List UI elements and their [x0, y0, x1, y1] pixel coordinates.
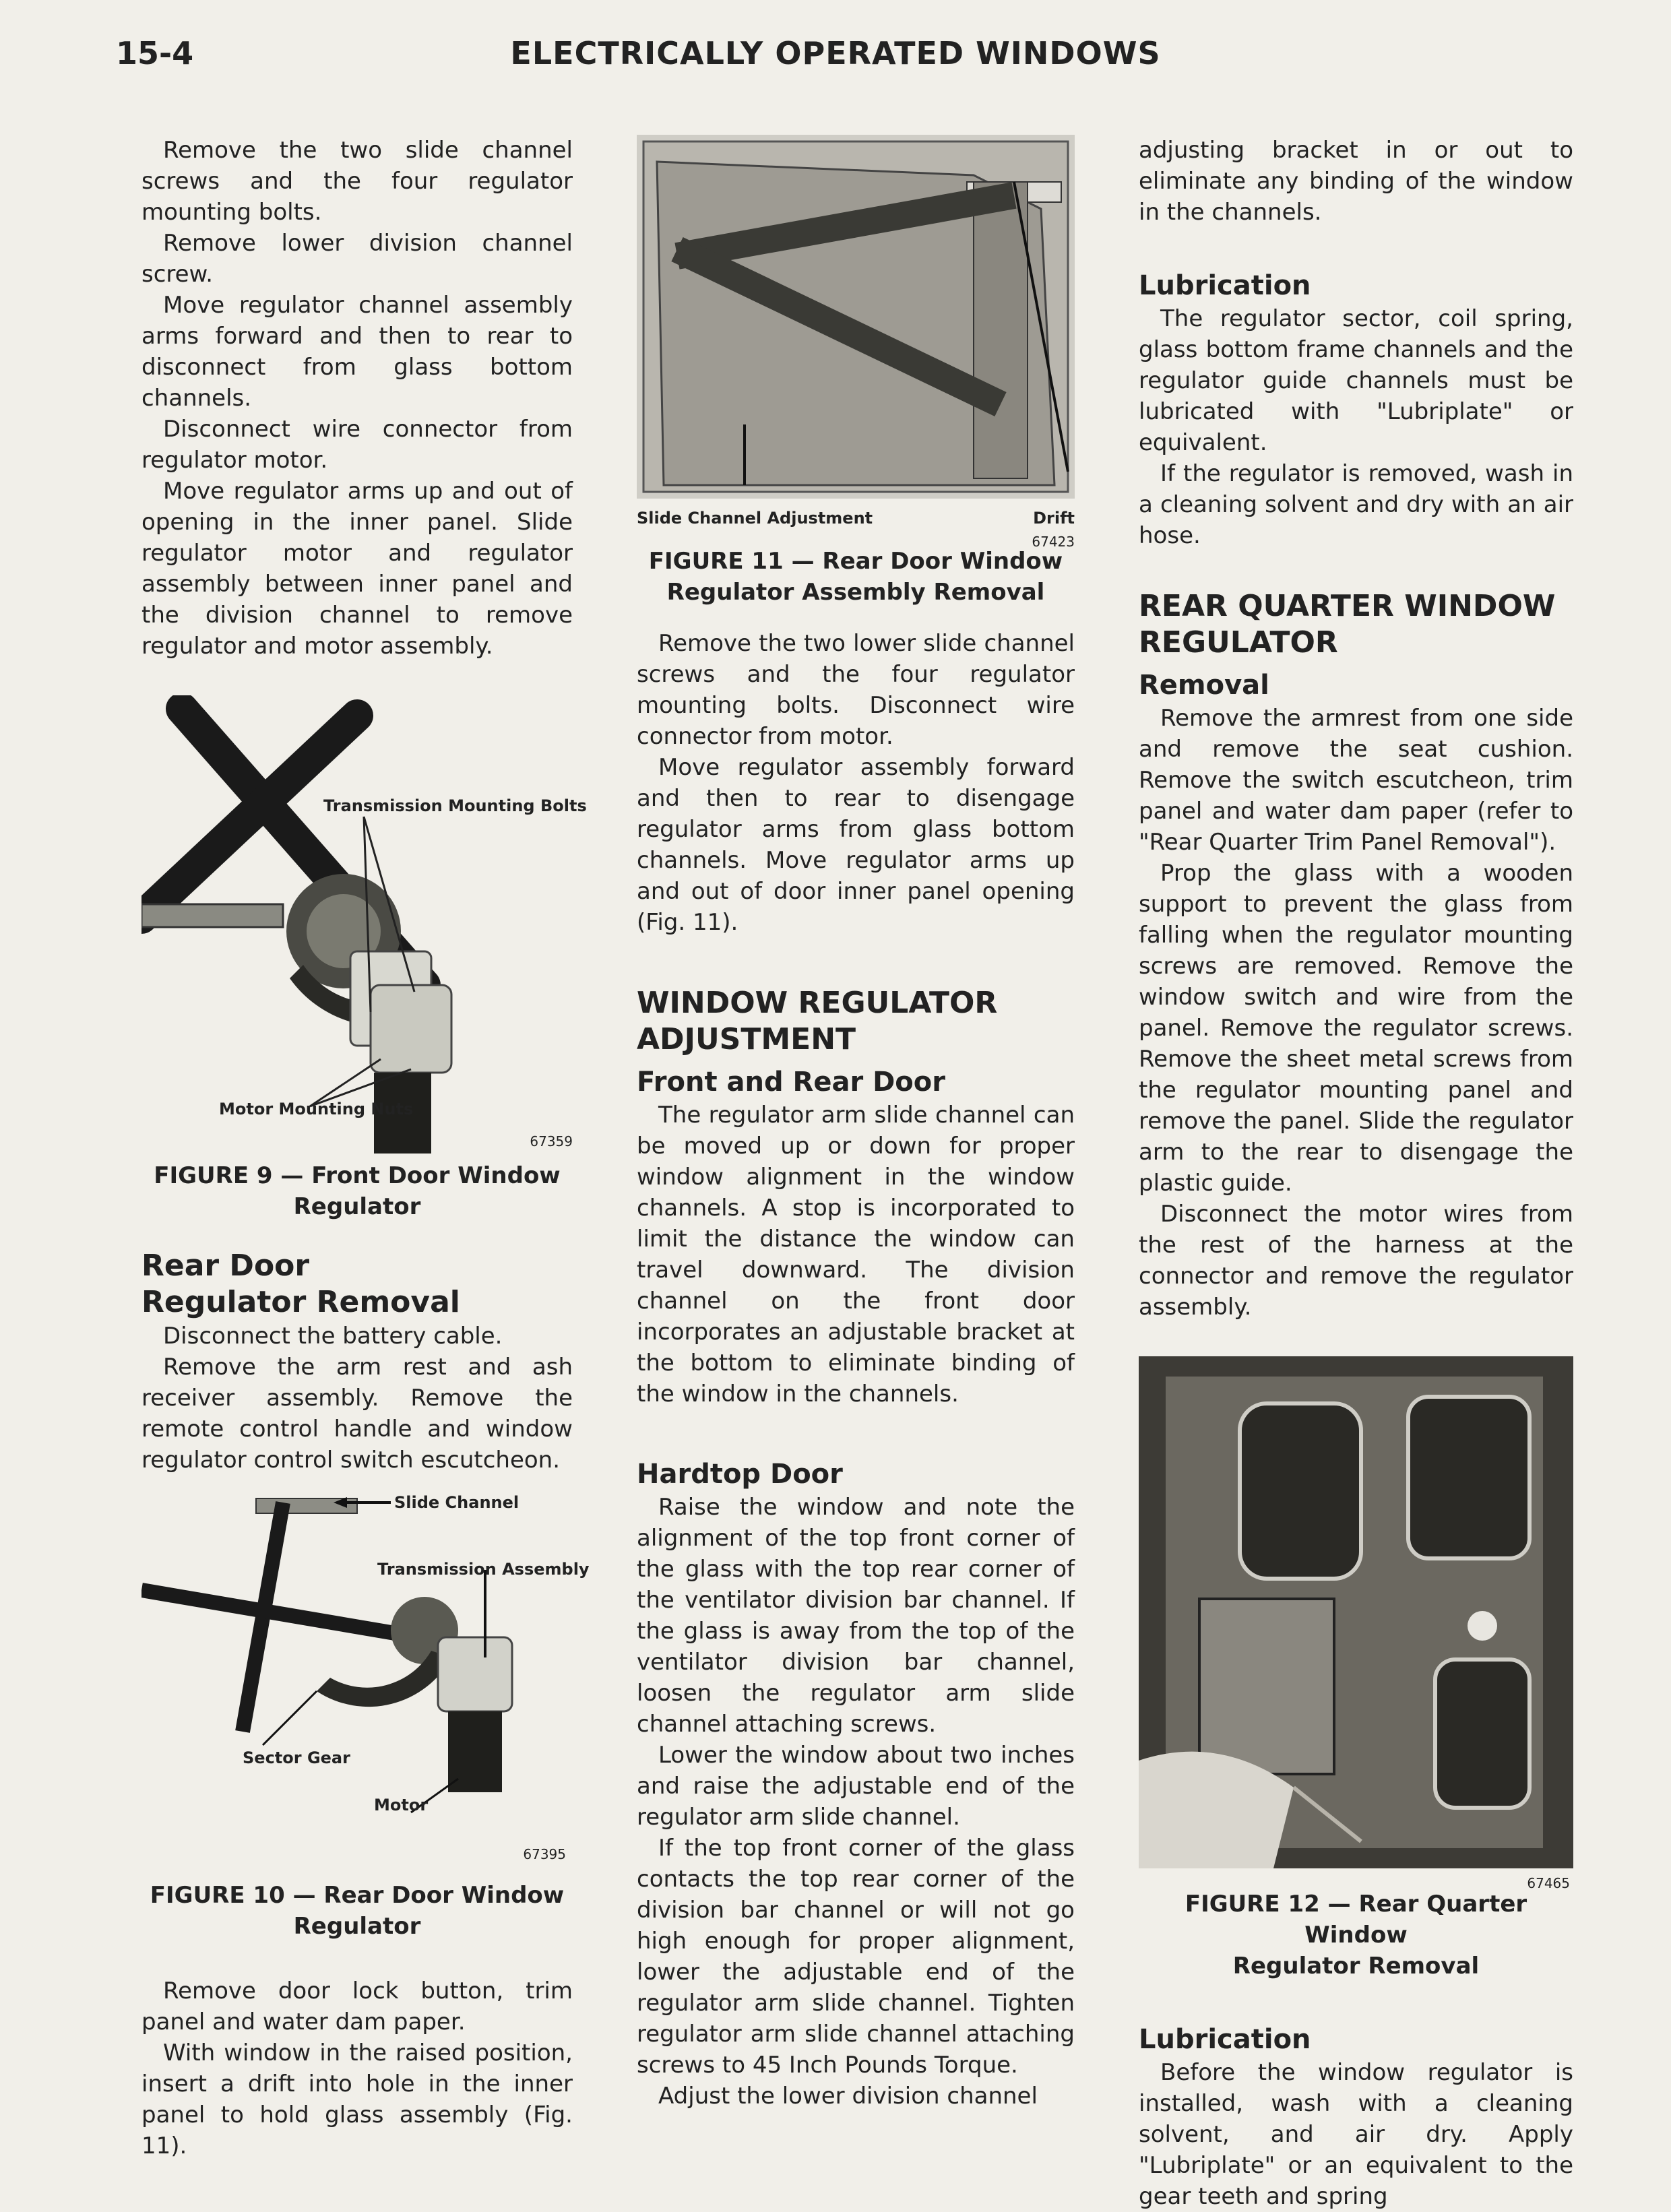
figure-12 [1139, 1356, 1573, 1982]
subsection-heading: Front and Rear Door [637, 1067, 945, 1098]
subsection-heading: Lubrication [1139, 270, 1311, 301]
figure-11-caption [637, 546, 1075, 608]
paragraph: If the regulator is removed, wash in a cleaning solvent and dry with an air hose. [1139, 460, 1573, 549]
paragraph: Move regulator arms up and out of opening in the inner panel. Slide regulator motor and regulator assembly between inner panel and the division channel to remove regulator and motor assembly. [141, 478, 573, 660]
caption-line: FIGURE 11 — Rear Door Window [648, 548, 1063, 575]
rear-quarter-section [1139, 588, 1573, 1323]
col2-text [637, 628, 1075, 938]
label-sector-gear: Sector Gear [243, 1748, 350, 1767]
paragraph: The regulator arm slide channel can be moved up or down for proper window alignment in the window channels. A stop is incorporated to limit the distance the window can travel downward. The division channel on the front door incorporates an adjustable bracket at the bottom to eliminate binding of the window in the channels. [637, 1102, 1075, 1408]
label-transmission-bolts: Transmission Mounting Bolts [323, 796, 587, 815]
lubrication-section [1139, 268, 1573, 551]
paragraph: Before the window regulator is installed, wash with a cleaning solvent, and air dry. Apply "Lubriplate" or an equivalent to the gear teeth and spring [1139, 2059, 1573, 2210]
subsection-heading: Removal [1139, 670, 1269, 701]
caption-line: Regulator Removal [1232, 1953, 1480, 1980]
section-heading: REGULATOR [1139, 625, 1338, 660]
adjustment-section [637, 985, 1075, 2112]
paragraph: Remove lower division channel screw. [141, 230, 573, 288]
paragraph: Move regulator assembly forward and then to rear to disengage regulator arms from glass bottom channels. Move regulator arms up and out of door inner panel opening (Fig. 11). [637, 754, 1075, 936]
column-2 [637, 135, 1075, 2112]
figure-12-caption [1139, 1889, 1573, 1982]
label-slide-adjustment: Slide Channel Adjustment [637, 509, 873, 528]
section-heading: Rear Door [141, 1249, 310, 1283]
section-heading: ADJUSTMENT [637, 1022, 856, 1056]
figure-number: 67423 [1032, 534, 1075, 550]
running-title: ELECTRICALLY OPERATED WINDOWS [510, 35, 1161, 71]
label-motor-nuts: Motor Mounting Nuts [219, 1100, 414, 1118]
caption-line: Regulator [293, 1913, 421, 1940]
figure-11 [637, 135, 1075, 608]
figure-number: 67395 [523, 1846, 566, 1862]
subsection-heading: Lubrication [1139, 2024, 1311, 2055]
paragraph: adjusting bracket in or out to eliminate any binding of the window in the channels. [1139, 137, 1573, 226]
column-1 [141, 135, 590, 2161]
figure-10-caption [141, 1880, 573, 1942]
paragraph: Lower the window about two inches and raise the adjustable end of the regulator arm slide channel. [637, 1742, 1075, 1831]
page-header [0, 35, 1671, 82]
figure-number: 67359 [530, 1133, 573, 1149]
quarter-panel-photo [1139, 1356, 1573, 1889]
caption-line: FIGURE 9 — Front Door Window [154, 1162, 561, 1189]
paragraph: With window in the raised position, insert a drift into hole in the inner panel to hold glass assembly (Fig. 11). [141, 2040, 573, 2159]
paragraph: If the top front corner of the glass contacts the top rear corner of the division bar channel or will not go high enough for proper alignment, lower the adjustable end of the regulator arm slide channel. Tighten regulator arm slide channel attaching screws to 45 Inch Pounds Torque. [637, 1835, 1075, 2079]
window-regulator-icon [141, 695, 573, 1154]
caption-line: FIGURE 12 — Rear Quarter Window [1185, 1891, 1527, 1949]
paragraph: Move regulator channel assembly arms forward and then to rear to disconnect from glass bottom channels. [141, 292, 573, 412]
section-heading: REAR QUARTER WINDOW [1139, 589, 1556, 623]
label-slide-channel: Slide Channel [394, 1493, 519, 1512]
paragraph: Remove the arm rest and ash receiver assembly. Remove the remote control handle and window regulator control switch escutcheon. [141, 1354, 573, 1474]
paragraph: Disconnect wire connector from regulator motor. [141, 416, 573, 474]
figure-9 [141, 695, 587, 1220]
caption-line: Regulator Assembly Removal [666, 579, 1045, 606]
page-number: 15-4 [116, 35, 194, 71]
paragraph: The regulator sector, coil spring, glass bottom frame channels and the regulator guide channels must be lubricated with "Lubriplate" or equivalent. [1139, 305, 1573, 456]
rear-door-section [141, 1248, 573, 1476]
rear-regulator-photo [141, 1489, 590, 1866]
paragraph: Remove the two slide channel screws and the four regulator mounting bolts. [141, 137, 573, 226]
caption-line: Regulator [293, 1193, 421, 1220]
quarter-panel-icon [1139, 1356, 1573, 1868]
figure-10 [141, 1489, 590, 1942]
paragraph: Disconnect the battery cable. [163, 1323, 503, 1350]
column-3 [1139, 135, 1573, 2212]
paragraph: Remove the two lower slide channel screws and the four regulator mounting bolts. Disconnect wire connector from motor. [637, 630, 1075, 750]
subsection-heading: Hardtop Door [637, 1459, 843, 1490]
paragraph: Adjust the lower division channel [658, 2083, 1038, 2110]
rear-regulator-icon [141, 1489, 573, 1866]
paragraph: Raise the window and note the alignment of the top front corner of the glass with the top rear corner of the ventilator division bar channel. If the glass is away from the top of the ventilator division bar channel, loosen the regulator arm slide channel attaching screws. [637, 1494, 1075, 1738]
caption-line: FIGURE 10 — Rear Door Window [150, 1882, 565, 1909]
label-drift: Drift [1033, 509, 1075, 528]
col1-text [141, 135, 573, 662]
door-panel-photo [637, 135, 1075, 550]
paragraph: Prop the glass with a wooden support to prevent the glass from falling when the regulator mounting screws are removed. Remove the window switch and wire from the panel. Remove the regulator screws. Remove the sheet metal screws from the regulator mounting panel and remove the panel. Slide the regulator arm to the rear to disengage the plastic guide. [1139, 860, 1573, 1197]
lubrication-section-2 [1139, 2022, 1573, 2212]
section-heading: WINDOW REGULATOR [637, 986, 998, 1020]
door-panel-icon [637, 135, 1075, 499]
paragraph: Disconnect the motor wires from the rest of the harness at the connector and remove the regulator assembly. [1139, 1201, 1573, 1321]
paragraph: Remove door lock button, trim panel and water dam paper. [141, 1978, 573, 2035]
section-heading: Regulator Removal [141, 1285, 460, 1319]
col3-text-top [1139, 135, 1573, 228]
figure-9-caption [141, 1160, 573, 1222]
figure-number: 67465 [1527, 1875, 1570, 1891]
label-motor: Motor [374, 1796, 429, 1814]
window-regulator-photo [141, 695, 587, 1154]
col1-text-bottom [141, 1976, 573, 2161]
label-transmission-assembly: Transmission Assembly [377, 1560, 590, 1579]
paragraph: Remove the armrest from one side and remove the seat cushion. Remove the switch escutcheon, trim panel and water dam paper (refer to "Rear Quarter Trim Panel Removal"). [1139, 705, 1573, 856]
